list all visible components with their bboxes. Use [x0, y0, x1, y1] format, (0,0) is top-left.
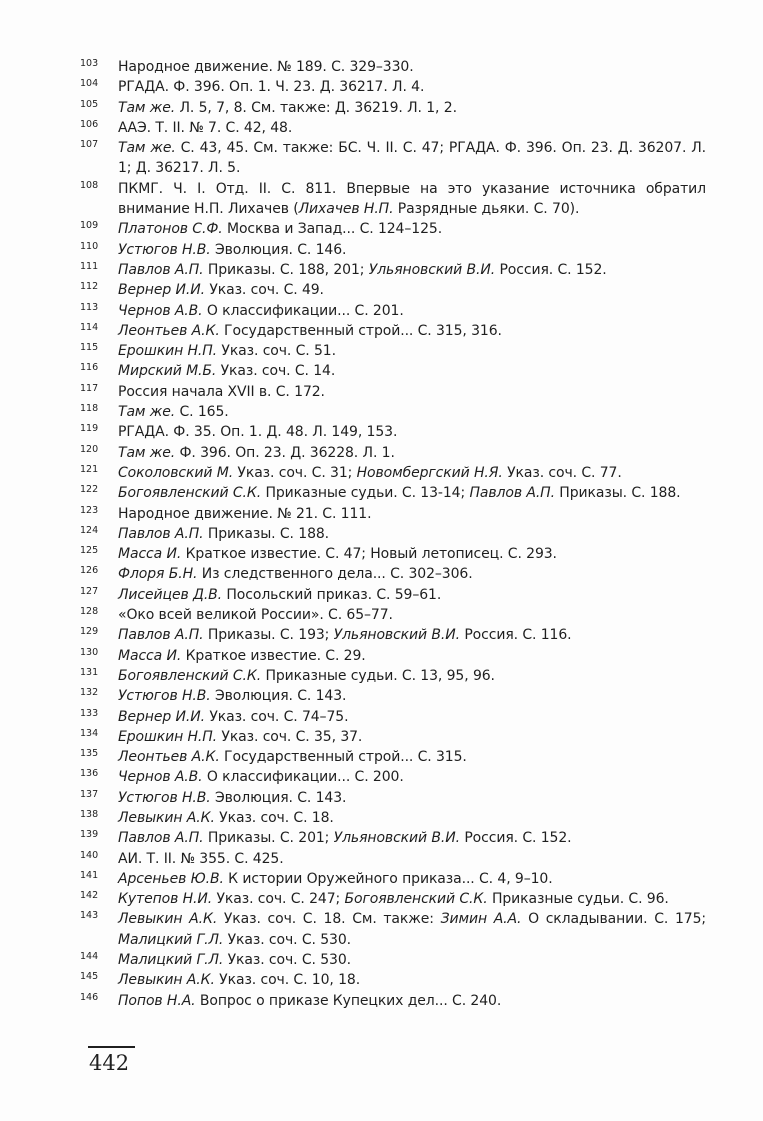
footnote-number: 128	[80, 606, 99, 618]
footnote-plain-run: Россия. С. 152.	[459, 830, 572, 847]
footnote-author-run: Богоявленский С.К.	[118, 485, 262, 502]
footnote-plain-run: С. 165.	[175, 404, 229, 421]
footnote-plain-run: О складывании. С. 175;	[521, 911, 706, 928]
footnote	[80, 646, 706, 666]
footnote-text	[118, 688, 346, 704]
footnote-number: 114	[80, 321, 99, 333]
footnote-text	[118, 810, 334, 826]
footnote-plain-run: Москва и Запад... С. 124–125.	[222, 221, 443, 238]
footnote	[80, 361, 706, 381]
footnote-number: 113	[80, 301, 99, 313]
footnote	[80, 280, 706, 300]
footnote	[80, 341, 706, 361]
footnote-number: 117	[80, 382, 99, 394]
footnote-plain-run: Эволюция. С. 143.	[210, 789, 347, 806]
footnote-text	[118, 363, 335, 379]
footnote-text	[118, 566, 473, 582]
footnote-author-run: Павлов А.П.	[118, 261, 204, 278]
footnote	[80, 808, 706, 828]
footnote-plain-run: РГАДА. Ф. 35. Оп. 1. Д. 48. Л. 149, 153.	[118, 424, 398, 441]
page-number: 442	[88, 1046, 135, 1076]
footnote	[80, 991, 706, 1011]
footnote-plain-run: Указ. соч. С. 18.	[214, 809, 334, 826]
footnote	[80, 463, 706, 483]
footnote-number: 107	[80, 139, 99, 151]
footnote-text	[118, 830, 572, 846]
footnote-plain-run: Вопрос о приказе Купецких дел... С. 240.	[195, 992, 502, 1009]
footnote-author-run: Павлов А.П.	[118, 627, 204, 644]
footnote	[80, 402, 706, 422]
footnote	[80, 483, 706, 503]
footnote-author-run: Устюгов Н.В.	[118, 241, 211, 258]
footnote-plain-run: Посольский приказ. С. 59–61.	[222, 586, 442, 603]
footnote-plain-run: АИ. Т. II. № 355. С. 425.	[118, 850, 284, 867]
footnote-text	[118, 769, 404, 785]
footnote	[80, 564, 706, 584]
footnote-number: 144	[80, 951, 99, 963]
footnote-author-run: Вернер И.И.	[118, 708, 205, 725]
footnote	[80, 179, 706, 220]
footnote-plain-run: Приказные судьи. С. 13, 95, 96.	[261, 667, 495, 684]
footnote-text	[118, 972, 360, 988]
footnotes-list	[80, 57, 706, 1011]
footnote-plain-run: Указ. соч. С. 18. См. также:	[217, 911, 441, 928]
footnote-number: 136	[80, 768, 99, 780]
footnote-author-run: Леонтьев А.К.	[118, 749, 220, 766]
footnote-number: 130	[80, 646, 99, 658]
footnote-text	[118, 627, 572, 643]
footnote-author-run: Там же.	[118, 404, 176, 421]
footnote-author-run: Ульяновский В.И.	[368, 261, 496, 278]
footnote-number: 138	[80, 808, 99, 820]
footnote-plain-run: Указ. соч. С. 247;	[212, 891, 345, 908]
footnote-plain-run: Указ. соч. С. 530.	[223, 931, 352, 948]
footnote-author-run: Вернер И.И.	[118, 282, 205, 299]
footnote-number: 143	[80, 910, 99, 922]
footnote-author-run: Масса И.	[118, 647, 182, 664]
footnote-text	[118, 303, 404, 319]
footnote-number: 127	[80, 585, 99, 597]
footnote	[80, 767, 706, 787]
footnote-plain-run: Приказные судьи. С. 96.	[487, 891, 669, 908]
footnote-number: 129	[80, 626, 99, 638]
footnote	[80, 260, 706, 280]
footnote-text	[118, 242, 346, 258]
footnote-author-run: Малицкий Г.Л.	[118, 931, 224, 948]
footnote-number: 106	[80, 118, 99, 130]
footnote-number: 140	[80, 849, 99, 861]
footnote-plain-run: С. 43, 45. См. также: БС. Ч. II. С. 47; РГАДА. Ф. 396. Оп. 23. Д. 36207. Л. 1; Д. 36217. Л. 5.	[118, 140, 706, 177]
footnote-text	[118, 384, 325, 400]
footnote-plain-run: Государственный строй... С. 315, 316.	[219, 322, 502, 339]
footnote-text	[118, 851, 284, 867]
footnote-plain-run: РГАДА. Ф. 396. Оп. 1. Ч. 23. Д. 36217. Л. 4.	[118, 79, 425, 96]
footnote-text	[118, 465, 622, 481]
footnote-number: 104	[80, 78, 99, 90]
footnote	[80, 869, 706, 889]
footnote	[80, 118, 706, 138]
footnote-number: 142	[80, 890, 99, 902]
footnote-text	[118, 100, 457, 116]
footnote-author-run: Леонтьев А.К.	[118, 322, 220, 339]
footnote	[80, 849, 706, 869]
footnote-number: 103	[80, 58, 99, 69]
footnote-text	[118, 668, 495, 684]
footnote-text	[118, 59, 414, 75]
footnote-author-run: Лисейцев Д.В.	[118, 586, 223, 603]
footnote-number: 109	[80, 220, 99, 232]
footnote-text	[118, 140, 706, 176]
footnote-author-run: Мирский М.Б.	[118, 363, 217, 380]
footnote	[80, 77, 706, 97]
footnote-text	[118, 790, 346, 806]
footnote-plain-run: ПКМГ. Ч. I. Отд. II. С. 811. Впервые на это указание источника обратил внимание Н.П. Лихачев (	[118, 180, 706, 218]
footnote-number: 116	[80, 362, 99, 374]
footnote-number: 123	[80, 504, 99, 516]
footnote-text	[118, 282, 324, 298]
footnote-text	[118, 891, 669, 907]
footnote-text	[118, 343, 336, 359]
footnote	[80, 828, 706, 848]
footnote-author-run: Чернов А.В.	[118, 302, 203, 319]
footnote-number: 124	[80, 524, 99, 536]
footnote-plain-run: Указ. соч. С. 530.	[223, 952, 352, 969]
footnote-plain-run: Приказы. С. 188.	[554, 485, 681, 502]
footnote	[80, 605, 706, 625]
footnote-text	[118, 729, 362, 745]
footnote	[80, 504, 706, 524]
footnote-plain-run: К истории Оружейного приказа... С. 4, 9–10.	[223, 870, 553, 887]
footnote-text	[118, 120, 292, 136]
footnote-author-run: Там же.	[118, 99, 176, 116]
footnote-text	[118, 607, 393, 623]
footnote-text	[118, 648, 366, 664]
footnote-author-run: Богоявленский С.К.	[118, 667, 262, 684]
footnote-text	[118, 526, 329, 542]
footnote-author-run: Павлов А.П.	[118, 830, 204, 847]
footnote-plain-run: Народное движение. № 21. С. 111.	[118, 505, 372, 522]
footnote	[80, 219, 706, 239]
footnote-plain-run: Указ. соч. С. 14.	[216, 363, 336, 380]
footnote-plain-run: Россия. С. 116.	[459, 627, 572, 644]
footnote-author-run: Павлов А.П.	[469, 485, 555, 502]
footnote-number: 112	[80, 281, 99, 293]
footnote	[80, 524, 706, 544]
footnote-number: 137	[80, 788, 99, 800]
footnote-plain-run: Приказы. С. 188, 201;	[203, 261, 369, 278]
footnote	[80, 382, 706, 402]
footnote	[80, 422, 706, 442]
footnote-plain-run: Приказы. С. 193;	[203, 627, 334, 644]
footnote-plain-run: Разрядные дьяки. С. 70).	[393, 201, 580, 218]
footnote-author-run: Ульяновский В.И.	[333, 830, 460, 847]
footnote-number: 115	[80, 342, 99, 354]
footnote	[80, 889, 706, 909]
footnote	[80, 301, 706, 321]
footnote-number: 145	[80, 971, 99, 983]
footnote	[80, 138, 706, 179]
footnote-plain-run: О классификации... С. 201.	[202, 302, 404, 319]
footnote-plain-run: Указ. соч. С. 51.	[217, 343, 336, 360]
footnote-plain-run: Указ. соч. С. 49.	[204, 282, 324, 299]
footnote	[80, 788, 706, 808]
footnote	[80, 57, 706, 77]
footnote	[80, 585, 706, 605]
footnote-author-run: Попов Н.А.	[118, 992, 196, 1009]
footnote-plain-run: Л. 5, 7, 8. См. также: Д. 36219. Л. 1, 2.	[175, 99, 457, 116]
footnote-author-run: Там же.	[118, 140, 176, 157]
footnote	[80, 909, 706, 950]
footnote-text	[118, 587, 441, 603]
footnote-number: 139	[80, 829, 99, 841]
footnote-author-run: Устюгов Н.В.	[118, 688, 211, 705]
footnote-author-run: Кутепов Н.И.	[118, 891, 213, 908]
footnote-author-run: Устюгов Н.В.	[118, 789, 211, 806]
footnote-number: 125	[80, 545, 99, 557]
footnote-author-run: Платонов С.Ф.	[118, 221, 223, 238]
footnote	[80, 98, 706, 118]
footnote-number: 122	[80, 484, 99, 496]
footnote-author-run: Ерошкин Н.П.	[118, 343, 218, 360]
footnote-number: 108	[80, 179, 99, 191]
footnote-plain-run: Указ. соч. С. 74–75.	[204, 708, 349, 725]
footnote-text	[118, 506, 371, 522]
page-footer	[88, 1046, 135, 1076]
footnote-text	[118, 709, 348, 725]
footnote-text	[118, 404, 229, 420]
footnote-plain-run: Указ. соч. С. 31;	[233, 464, 357, 481]
footnote-plain-run: Россия. С. 152.	[495, 261, 607, 278]
footnote-plain-run: Указ. соч. С. 35, 37.	[217, 728, 363, 745]
footnote	[80, 686, 706, 706]
footnote-author-run: Ульяновский В.И.	[333, 627, 460, 644]
footnote-author-run: Богоявленский С.К.	[344, 891, 488, 908]
footnote-plain-run: Эволюция. С. 143.	[210, 688, 347, 705]
footnote	[80, 727, 706, 747]
footnote-number: 121	[80, 463, 99, 475]
footnote	[80, 950, 706, 970]
footnote-author-run: Арсеньев Ю.В.	[118, 870, 224, 887]
footnote	[80, 625, 706, 645]
footnote-plain-run: Россия начала XVII в. С. 172.	[118, 383, 325, 400]
footnote-author-run: Новомбергский Н.Я.	[356, 464, 503, 481]
footnote-text	[118, 952, 351, 968]
footnote-number: 110	[80, 240, 99, 252]
footnote-text	[118, 181, 706, 217]
footnote-author-run: Левыкин А.К.	[118, 809, 215, 826]
footnote	[80, 321, 706, 341]
footnote-number: 135	[80, 748, 99, 760]
footnote-number: 133	[80, 707, 99, 719]
footnote-author-run: Зимин А.А.	[440, 911, 522, 928]
footnote-number: 105	[80, 98, 99, 110]
footnote-author-run: Чернов А.В.	[118, 769, 203, 786]
footnote-author-run: Малицкий Г.Л.	[118, 952, 224, 969]
footnote-author-run: Левыкин А.К.	[118, 972, 215, 989]
footnote-plain-run: О классификации... С. 200.	[202, 769, 404, 786]
footnote-author-run: Ерошкин Н.П.	[118, 728, 218, 745]
footnote-author-run: Флоря Б.Н.	[118, 566, 198, 583]
footnote-plain-run: Эволюция. С. 146.	[210, 241, 347, 258]
footnote-plain-run: Приказы. С. 201;	[203, 830, 334, 847]
footnote-plain-run: Государственный строй... С. 315.	[219, 749, 467, 766]
footnote	[80, 747, 706, 767]
footnote	[80, 970, 706, 990]
footnote-author-run: Левыкин А.К.	[118, 911, 218, 928]
footnote-author-run: Там же.	[118, 444, 176, 461]
footnote-number: 134	[80, 727, 99, 739]
footnote-text	[118, 445, 395, 461]
footnote-text	[118, 485, 681, 501]
footnote-plain-run: Из следственного дела... С. 302–306.	[197, 566, 473, 583]
footnote-author-run: Лихачев Н.П.	[298, 201, 394, 218]
footnote-number: 119	[80, 423, 99, 435]
footnote-plain-run: Приказные судьи. С. 13-14;	[261, 485, 470, 502]
footnote-text	[118, 871, 553, 887]
footnote-number: 126	[80, 565, 99, 577]
footnote-number: 120	[80, 443, 99, 455]
footnote	[80, 443, 706, 463]
footnote-plain-run: Краткое известие. С. 29.	[181, 647, 366, 664]
footnote-text	[118, 79, 424, 95]
footnote-author-run: Масса И.	[118, 546, 182, 563]
footnote	[80, 707, 706, 727]
footnote-text	[118, 262, 607, 278]
footnote-number: 118	[80, 403, 99, 415]
footnote-text	[118, 323, 502, 339]
footnote-plain-run: Ф. 396. Оп. 23. Д. 36228. Л. 1.	[175, 444, 395, 461]
footnote	[80, 544, 706, 564]
footnote	[80, 240, 706, 260]
footnote-text	[118, 911, 706, 947]
footnote-number: 131	[80, 666, 99, 678]
footnote	[80, 666, 706, 686]
footnote-plain-run: Краткое известие. С. 47; Новый летописец. С. 293.	[181, 546, 557, 563]
footnote-text	[118, 993, 501, 1009]
footnote-text	[118, 424, 397, 440]
footnote-number: 141	[80, 869, 99, 881]
footnote-plain-run: Народное движение. № 189. С. 329–330.	[118, 59, 414, 75]
footnote-plain-run: ААЭ. Т. II. № 7. С. 42, 48.	[118, 119, 293, 136]
footnote-plain-run: Указ. соч. С. 10, 18.	[214, 972, 361, 989]
footnote-number: 146	[80, 991, 99, 1003]
footnote-text	[118, 546, 557, 562]
footnote-author-run: Павлов А.П.	[118, 525, 204, 542]
footnote-text	[118, 749, 467, 765]
footnote-number: 132	[80, 687, 99, 699]
footnote-plain-run: Указ. соч. С. 77.	[502, 464, 622, 481]
footnote-number: 111	[80, 260, 99, 272]
footnote-text	[118, 221, 442, 237]
footnote-author-run: Соколовский М.	[118, 464, 234, 481]
footnote-plain-run: Приказы. С. 188.	[203, 525, 330, 542]
footnote-plain-run: «Око всей великой России». С. 65–77.	[118, 607, 393, 624]
